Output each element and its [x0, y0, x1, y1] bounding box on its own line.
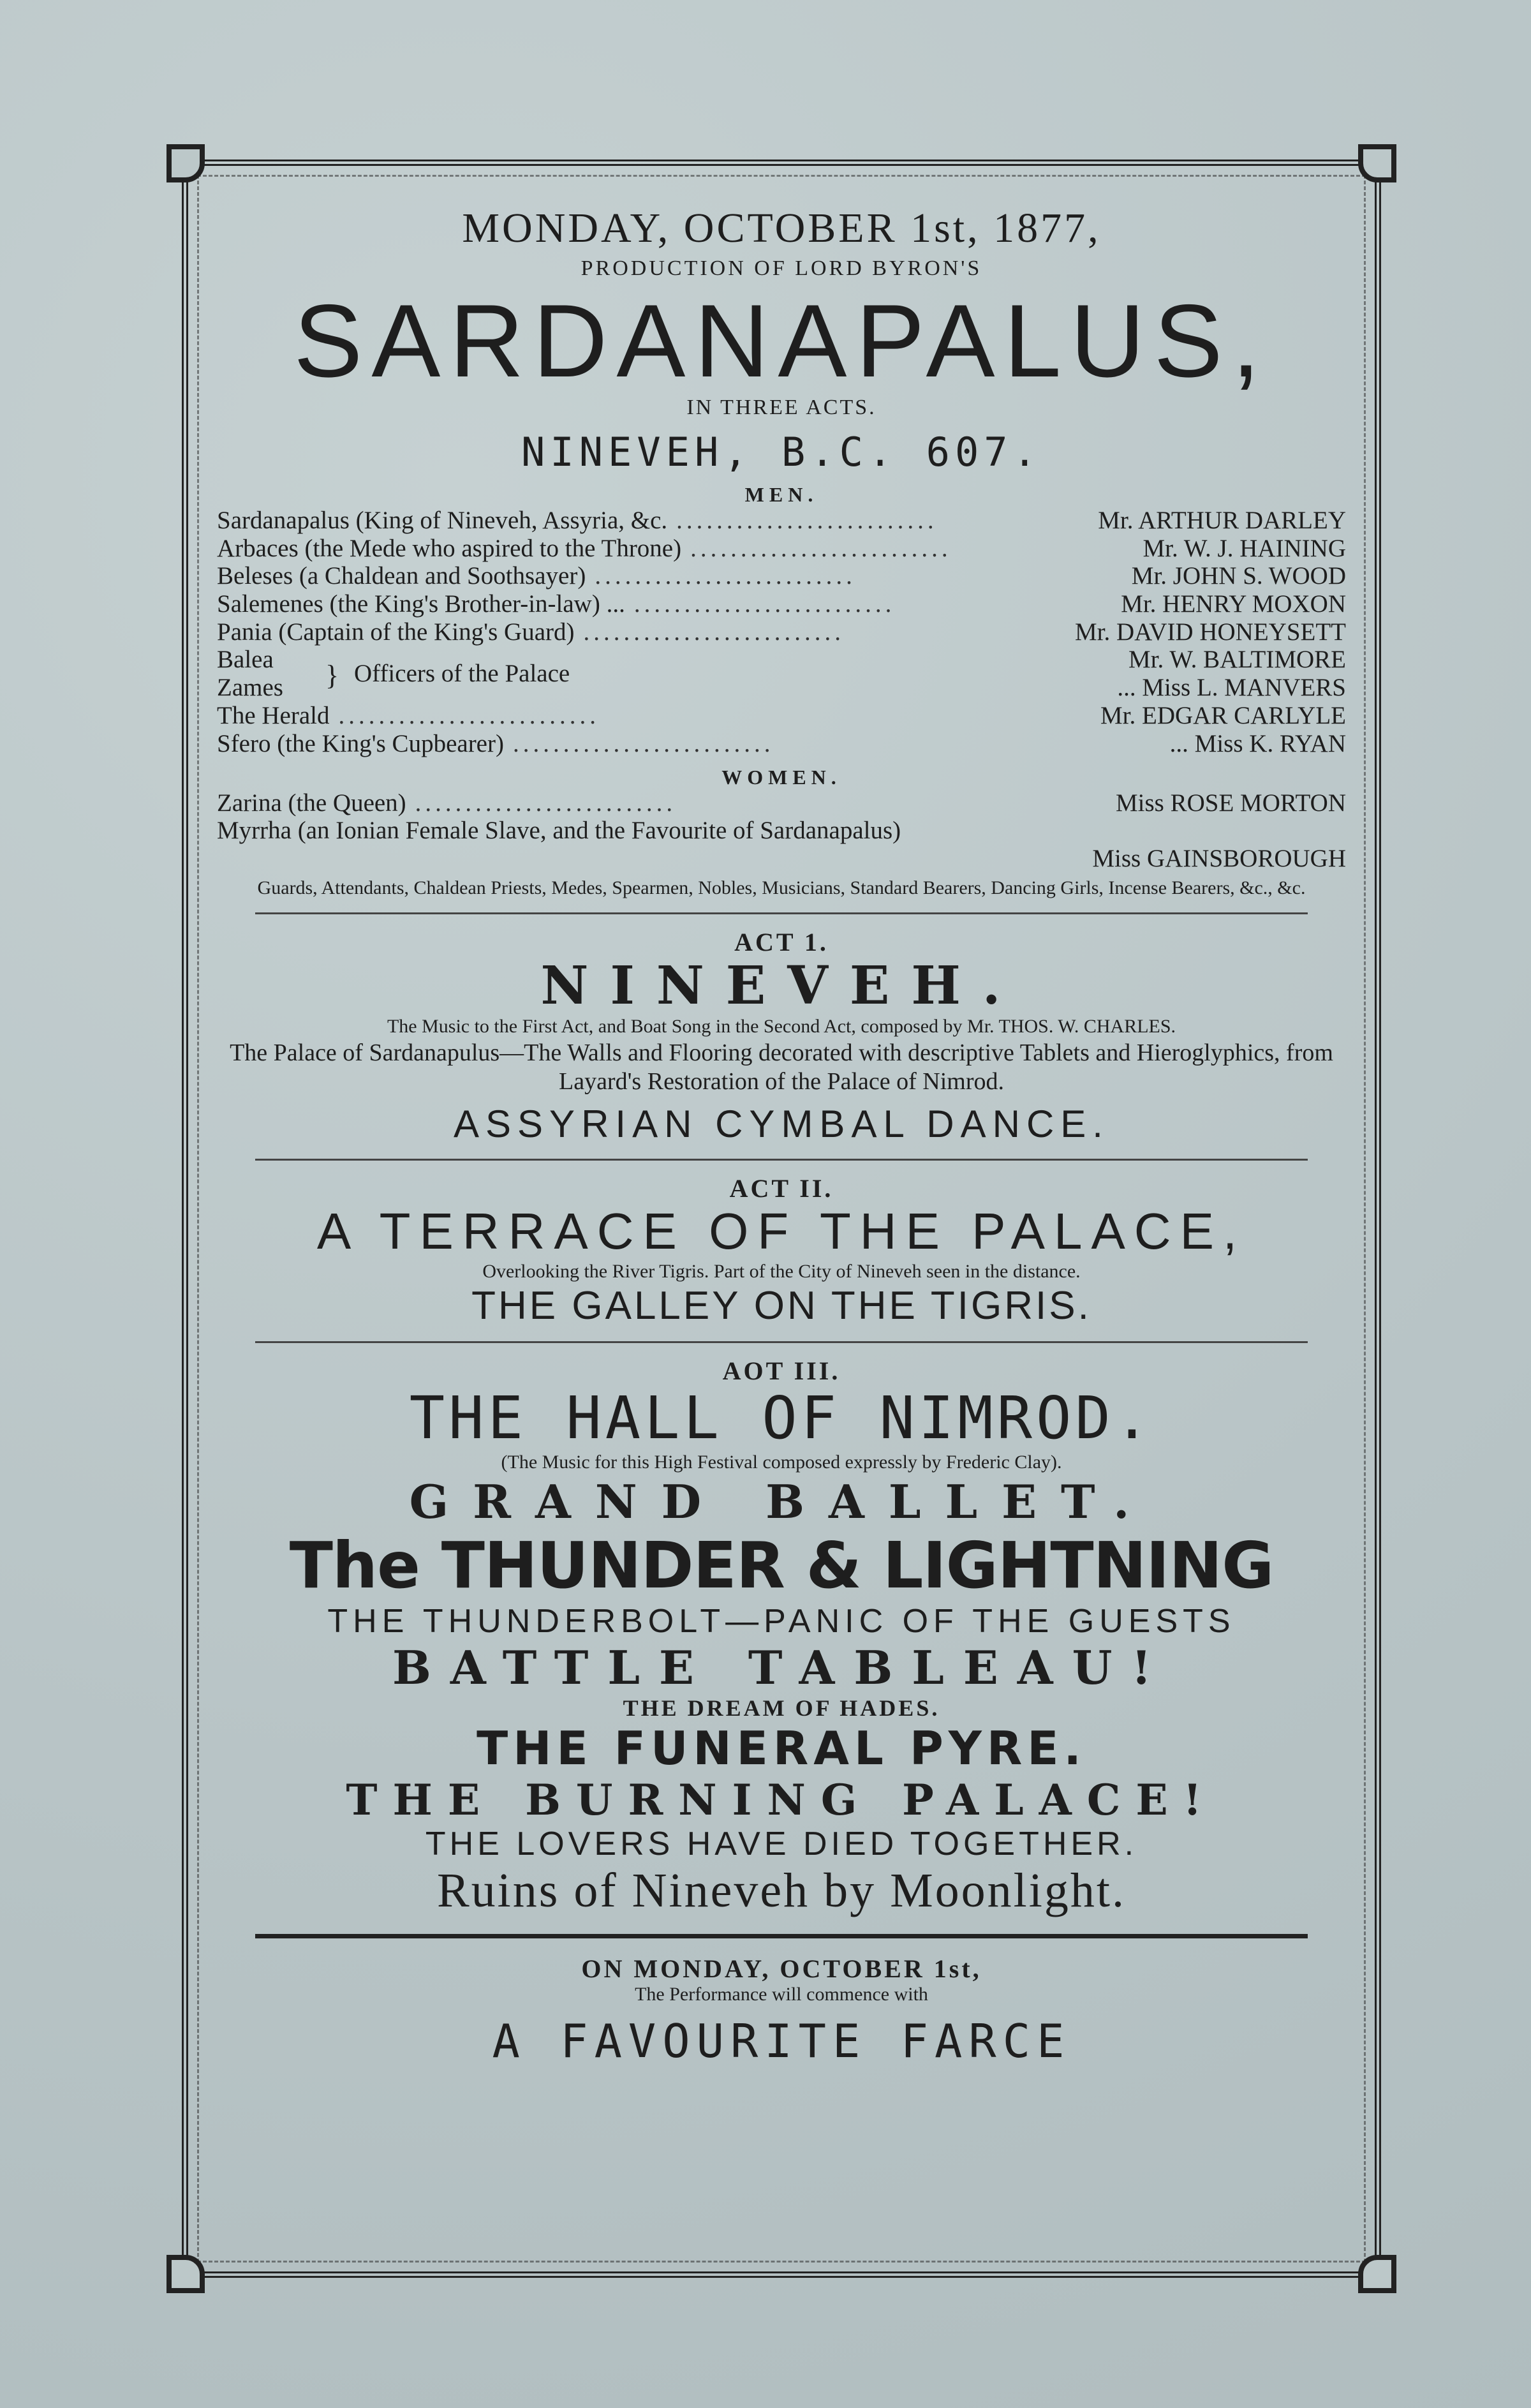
cast-row: Sardanapalus (King of Nineveh, Assyria, &c. .......................... Mr. ARTHUR DARLEY	[217, 507, 1346, 535]
actor: Mr. W. BALTIMORE	[1128, 646, 1346, 674]
thunder-lightning: The THUNDER & LIGHTNING	[289, 1527, 1274, 1603]
cast-row: Beleses (a Chaldean and Soothsayer) .......................... Mr. JOHN S. WOOD	[217, 562, 1346, 590]
thunderbolt-line: THE THUNDERBOLT—PANIC OF THE GUESTS	[327, 1602, 1236, 1640]
corner-ornament	[1358, 2255, 1396, 2293]
production-credit: PRODUCTION OF LORD BYRON'S	[581, 256, 982, 280]
women-heading: WOMEN.	[721, 765, 841, 789]
divider	[255, 912, 1308, 914]
actor: Mr. ARTHUR DARLEY	[1098, 507, 1346, 535]
act2-heading: ACT II.	[729, 1173, 834, 1203]
performance-date: MONDAY, OCTOBER 1st, 1877,	[462, 205, 1101, 251]
corner-ornament	[166, 144, 205, 182]
actor: Mr. HENRY MOXON	[1121, 590, 1346, 618]
act1-scene: The Palace of Sardanapulus—The Walls and Flooring decorated with descriptive Tablets and Hieroglyphics, from Layard's Restoration of the Palace of Nimrod.	[230, 1039, 1333, 1096]
act1-title: NINEVEH.	[540, 955, 1023, 1016]
cast-row: The Herald .......................... Mr. EDGAR CARLYLE	[217, 702, 1346, 730]
men-heading: MEN.	[744, 483, 818, 507]
commence-note: The Performance will commence with	[635, 1983, 928, 2005]
role: The Herald	[217, 702, 330, 730]
corner-ornament	[166, 2255, 205, 2293]
act1-music-note: The Music to the First Act, and Boat Song in the Second Act, composed by Mr. THOS. W. CHARLES.	[387, 1016, 1176, 1037]
lovers-line: THE LOVERS HAVE DIED TOGETHER.	[425, 1825, 1138, 1862]
actor: Mr. DAVID HONEYSETT	[1074, 618, 1346, 646]
role: Pania (Captain of the King's Guard)	[217, 618, 575, 646]
actor: Mr. JOHN S. WOOD	[1131, 562, 1346, 590]
actor: Mr. W. J. HAINING	[1143, 534, 1346, 562]
battle-tableau: BATTLE TABLEAU!	[392, 1640, 1171, 1695]
grand-ballet: GRAND BALLET.	[409, 1474, 1154, 1529]
favourite-farce: A FAVOURITE FARCE	[492, 2014, 1071, 2068]
brace-glyph: }	[325, 660, 339, 692]
extras-list: Guards, Attendants, Chaldean Priests, Medes, Spearmen, Nobles, Musicians, Standard Bearers, Dancing Girls, Incense Bearers, &c., &c.	[257, 877, 1306, 898]
footer-date: ON MONDAY, OCTOBER 1st,	[581, 1954, 982, 1983]
funeral-pyre: THE FUNERAL PYRE.	[477, 1721, 1086, 1775]
divider	[255, 1159, 1308, 1161]
cast-row: Zarina (the Queen) .......................... Miss ROSE MORTON	[217, 789, 1346, 817]
role: Balea	[217, 646, 274, 674]
role: Beleses (a Chaldean and Soothsayer)	[217, 562, 586, 590]
play-title: SARDANAPALUS,	[293, 283, 1269, 399]
act1-heading: ACT 1.	[734, 927, 829, 956]
cast-row: Pania (Captain of the King's Guard) .......................... Mr. DAVID HONEYSETT	[217, 618, 1346, 646]
cast-list-men	[217, 507, 1346, 758]
cast-row: Salemenes (the King's Brother-in-law) ... .......................... Mr. HENRY MOXON	[217, 590, 1346, 618]
act2-note: Overlooking the River Tigris. Part of the City of Nineveh seen in the distance.	[482, 1260, 1081, 1282]
cast-row: Sfero (the King's Cupbearer) .......................... ... Miss K. RYAN	[217, 730, 1346, 758]
act2-galley: THE GALLEY ON THE TIGRIS.	[471, 1284, 1091, 1328]
dream-of-hades: THE DREAM OF HADES.	[623, 1695, 940, 1721]
corner-ornament	[1358, 144, 1396, 182]
playbill-content	[217, 198, 1346, 2068]
burning-palace: THE BURNING PALACE!	[346, 1774, 1217, 1825]
myrrha-actor: Miss GAINSBOROUGH	[1092, 845, 1346, 873]
officers-description: Officers of the Palace	[354, 660, 570, 688]
role: Sardanapalus (King of Nineveh, Assyria, &c.	[217, 507, 668, 535]
actor: Miss ROSE MORTON	[1115, 789, 1346, 817]
officers-row	[217, 646, 1346, 702]
role: Salemenes (the King's Brother-in-law) ...	[217, 590, 625, 618]
acts-count: IN THREE ACTS.	[686, 396, 876, 420]
act3-title: THE HALL OF NIMROD.	[409, 1384, 1154, 1453]
actor: Mr. EDGAR CARLYLE	[1100, 702, 1346, 730]
myrrha-role: Myrrha (an Ionian Female Slave, and the Favourite of Sardanapalus)	[217, 817, 901, 845]
role: Zames	[217, 674, 283, 702]
divider-thick	[255, 1934, 1308, 1938]
divider	[255, 1341, 1308, 1343]
role: Arbaces (the Mede who aspired to the Throne)	[217, 534, 682, 562]
setting-place: NINEVEH, B.C. 607.	[521, 429, 1042, 476]
act1-dance: ASSYRIAN CYMBAL DANCE.	[454, 1102, 1109, 1145]
cast-row: Arbaces (the Mede who aspired to the Throne) .......................... Mr. W. J. HAINING	[217, 534, 1346, 562]
act3-music-note: (The Music for this High Festival composed expressly by Frederic Clay).	[501, 1452, 1062, 1473]
role: Zarina (the Queen)	[217, 789, 406, 817]
role: Sfero (the King's Cupbearer)	[217, 730, 504, 758]
cast-list-women	[217, 789, 1346, 873]
actor: ... Miss K. RYAN	[1169, 730, 1346, 758]
act2-title: A TERRACE OF THE PALACE,	[316, 1202, 1246, 1260]
ruins-line: Ruins of Nineveh by Moonlight.	[436, 1863, 1127, 1917]
act3-heading: AOT III.	[722, 1356, 841, 1386]
actor: ... Miss L. MANVERS	[1117, 674, 1346, 702]
